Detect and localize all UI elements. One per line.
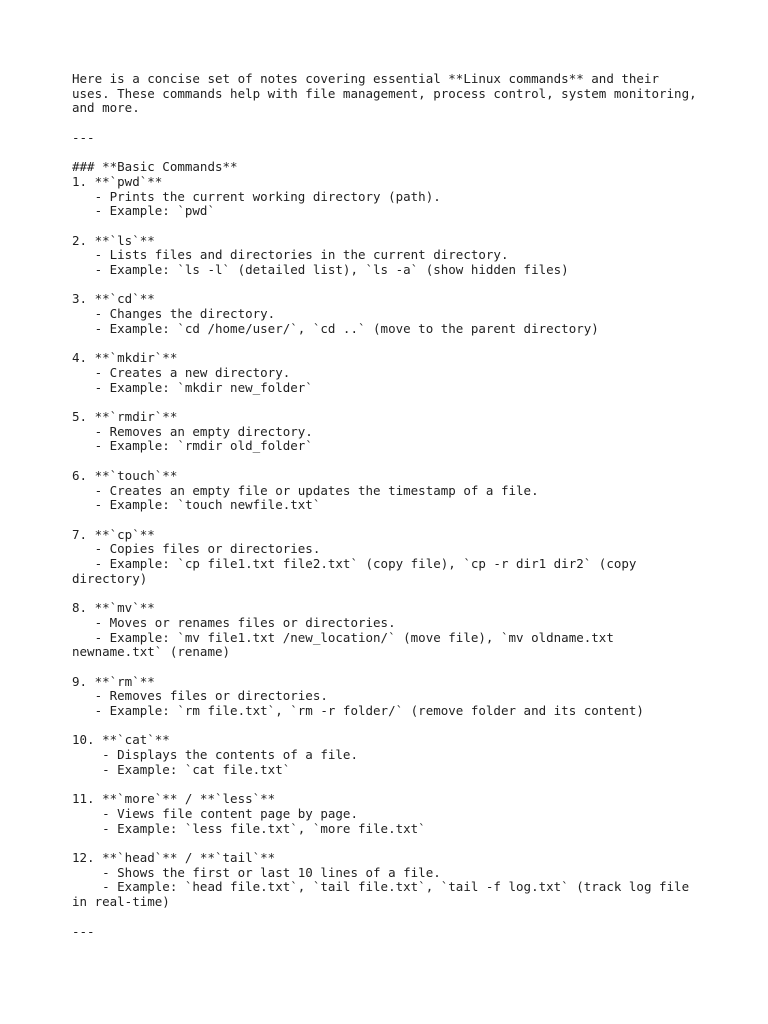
command-title-touch: 6. **`touch`**: [72, 467, 178, 483]
blank-line: [72, 586, 712, 601]
blank-line: [72, 219, 712, 234]
command-example-mv-continued: newname.txt` (rename): [72, 644, 231, 660]
command-example-pwd: - Example: `pwd`: [72, 203, 215, 219]
command-title-cp: 7. **`cp`**: [72, 526, 155, 542]
command-description-ls: - Lists files and directories in the current directory.: [72, 247, 509, 263]
command-title-pwd: 1. **`pwd`**: [72, 173, 163, 189]
blank-line: [72, 910, 712, 925]
document-page: [72, 72, 712, 939]
command-description-cp: - Copies files or directories.: [72, 541, 321, 557]
blank-line: [72, 454, 712, 469]
blank-line: [72, 660, 712, 675]
blank-line: [72, 337, 712, 352]
command-title-head-tail: 12. **`head`** / **`tail`**: [72, 850, 276, 866]
blank-line: [72, 395, 712, 410]
horizontal-rule-bottom: ---: [72, 923, 95, 939]
command-example-cd: - Example: `cd /home/user/`, `cd ..` (move to the parent directory): [72, 320, 599, 336]
command-example-ls: - Example: `ls -l` (detailed list), `ls -a` (show hidden files): [72, 262, 569, 278]
command-example-rmdir: - Example: `rmdir old_folder`: [72, 438, 313, 454]
command-title-rm: 9. **`rm`**: [72, 673, 155, 689]
blank-line: [72, 278, 712, 293]
command-description-mkdir: - Creates a new directory.: [72, 364, 291, 380]
command-example-more-less: - Example: `less file.txt`, `more file.txt`: [72, 820, 426, 836]
command-description-rm: - Removes files or directories.: [72, 688, 328, 704]
command-description-mv: - Moves or renames files or directories.: [72, 614, 396, 630]
command-example-cat: - Example: `cat file.txt`: [72, 761, 291, 777]
command-description-touch: - Creates an empty file or updates the timestamp of a file.: [72, 482, 539, 498]
command-example-cp-continued: directory): [72, 570, 148, 586]
command-example-head-tail: - Example: `head file.txt`, `tail file.txt`, `tail -f log.txt` (track log file: [72, 879, 690, 895]
command-title-cat: 10. **`cat`**: [72, 732, 170, 748]
command-example-head-tail-continued: in real-time): [72, 894, 170, 910]
command-title-rmdir: 5. **`rmdir`**: [72, 409, 178, 425]
command-description-rmdir: - Removes an empty directory.: [72, 423, 313, 439]
intro-line-2: uses. These commands help with file management, process control, system monitoring,: [72, 85, 697, 101]
blank-line: [72, 836, 712, 851]
command-title-more-less: 11. **`more`** / **`less`**: [72, 791, 276, 807]
command-description-more-less: - Views file content page by page.: [72, 805, 358, 821]
command-title-cd: 3. **`cd`**: [72, 291, 155, 307]
command-title-mkdir: 4. **`mkdir`**: [72, 350, 178, 366]
command-example-mkdir: - Example: `mkdir new_folder`: [72, 379, 313, 395]
command-description-pwd: - Prints the current working directory (path).: [72, 188, 441, 204]
command-description-cat: - Displays the contents of a file.: [72, 747, 358, 763]
intro-line-3: and more.: [72, 100, 140, 116]
horizontal-rule-top: ---: [72, 129, 95, 145]
blank-line: [72, 719, 712, 734]
command-example-cp: - Example: `cp file1.txt file2.txt` (copy file), `cp -r dir1 dir2` (copy: [72, 556, 637, 572]
command-example-touch: - Example: `touch newfile.txt`: [72, 497, 321, 513]
command-description-cd: - Changes the directory.: [72, 306, 276, 322]
blank-line: [72, 116, 712, 131]
command-description-head-tail: - Shows the first or last 10 lines of a file.: [72, 864, 441, 880]
blank-line: [72, 513, 712, 528]
blank-line: [72, 778, 712, 793]
command-title-mv: 8. **`mv`**: [72, 600, 155, 616]
section-heading: ### **Basic Commands**: [72, 159, 238, 175]
command-example-mv: - Example: `mv file1.txt /new_location/` (move file), `mv oldname.txt: [72, 629, 614, 645]
command-title-ls: 2. **`ls`**: [72, 232, 155, 248]
blank-line: [72, 146, 712, 161]
command-example-rm: - Example: `rm file.txt`, `rm -r folder/` (remove folder and its content): [72, 703, 644, 719]
intro-line-1: Here is a concise set of notes covering essential **Linux commands** and their: [72, 71, 659, 86]
